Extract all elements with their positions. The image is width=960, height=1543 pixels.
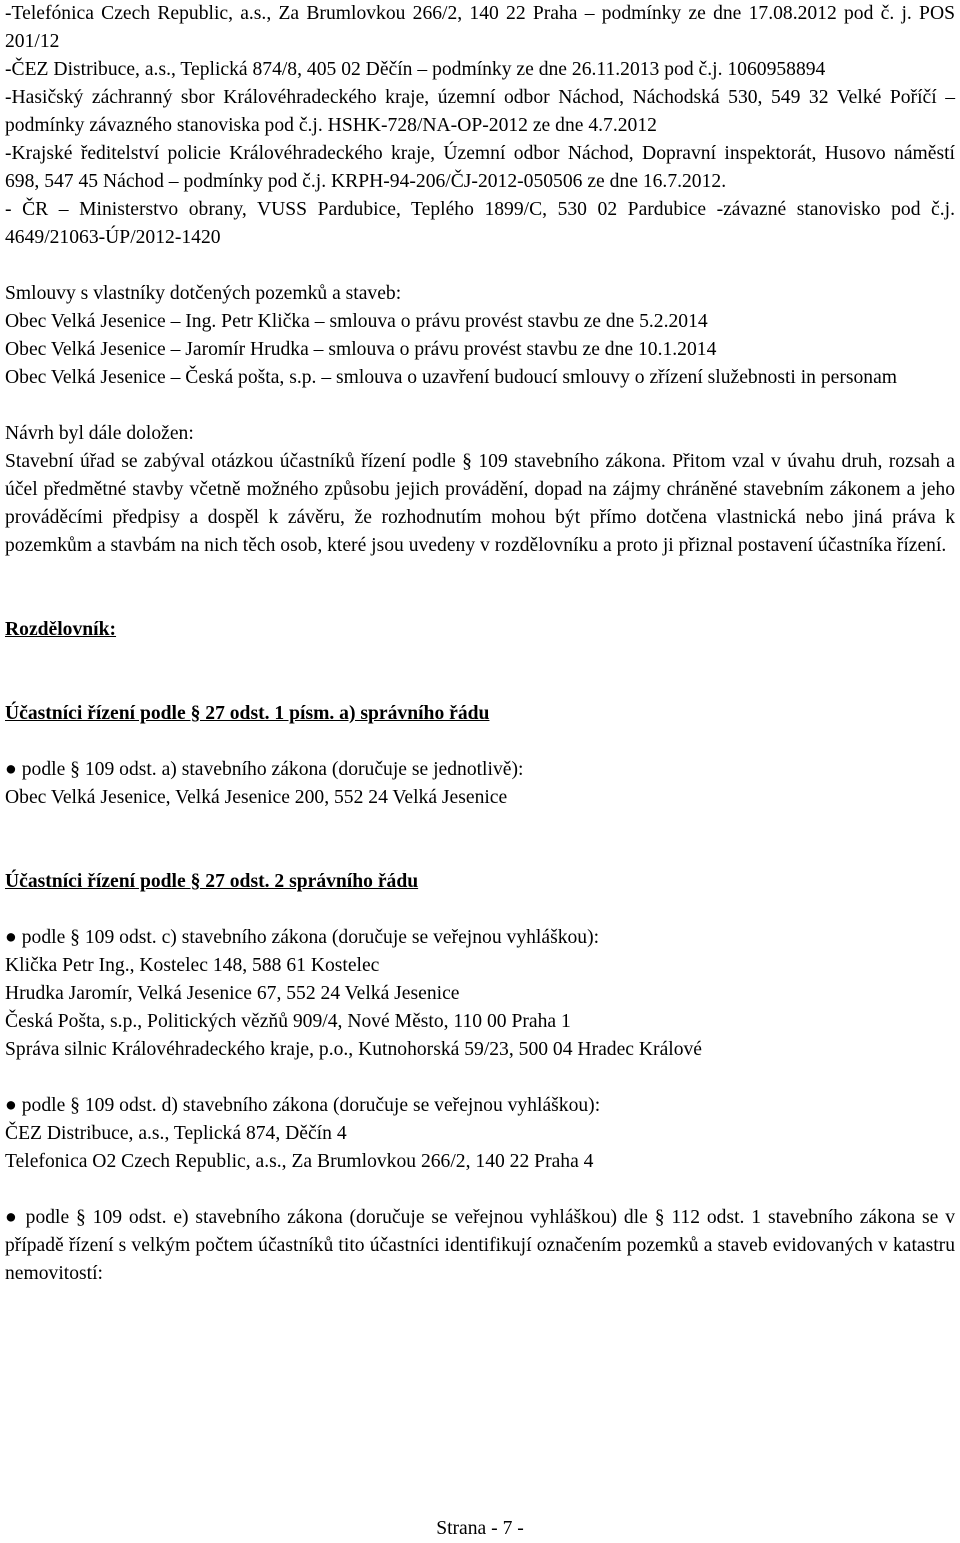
proposal-text: Stavební úřad se zabýval otázkou účastníků řízení podle § 109 stavebního zákona. Přitom vzal v úvahu druh, rozsah a účel předmětné stavby včetně možného způsobu jejich provádění, dopad na zájmy chráněné stavebním zákonem a jeho prováděcími předpisy a dospěl k závěru, že rozhodnutím mohou být přímo dotčena vlastnická nebo jiná práva k pozemkům a stavbám na nich těch osob, které jsou uvedeny v rozdělovníku a proto ji přiznal postavení účastníka řízení. xyxy=(5,451,955,556)
contract-line: Obec Velká Jesenice – Jaromír Hrudka – smlouva o právu provést stavbu ze dne 10.1.2014 xyxy=(5,339,717,360)
section1-bullet: ● podle § 109 odst. a) stavebního zákona (doručuje se jednotlivě): xyxy=(5,759,524,780)
recipient-line: ČEZ Distribuce, a.s., Teplická 874, Děčín 4 xyxy=(5,1123,347,1144)
recipient-line: Správa silnic Královéhradeckého kraje, p.o., Kutnohorská 59/23, 500 04 Hradec Králové xyxy=(5,1039,702,1060)
group-c-bullet: ● podle § 109 odst. c) stavebního zákona (doručuje se veřejnou vyhláškou): xyxy=(5,927,600,948)
proposal-heading: Návrh byl dále doložen: xyxy=(5,423,194,444)
distribution-heading xyxy=(5,616,955,644)
recipient-line: Česká Pošta, s.p., Politických vězňů 909/4, Nové Město, 110 00 Praha 1 xyxy=(5,1011,571,1032)
permit-cez: -ČEZ Distribuce, a.s., Teplická 874/8, 405 02 Děčín – podmínky ze dne 26.11.2013 pod č.j. 1060958894 xyxy=(5,59,826,80)
permit-police: -Krajské ředitelství policie Královéhradeckého kraje, Územní odbor Náchod, Dopravní inspektorát, Husovo náměstí 698, 547 45 Náchod – podmínky pod č.j. KRPH-94-206/ČJ-2012-050506 ze dne 16.7.2012. xyxy=(5,143,955,192)
permit-telefonica: -Telefónica Czech Republic, a.s., Za Brumlovkou 266/2, 140 22 Praha – podmínky ze dne 17.08.2012 pod č. j. POS 201/12 xyxy=(5,3,955,52)
section2-title: Účastníci řízení podle § 27 odst. 2 správního řádu xyxy=(5,871,419,892)
group-e-bullet: ● podle § 109 odst. e) stavebního zákona (doručuje se veřejnou vyhláškou) dle § 112 odst. 1 stavebního zákona se v případě řízení s velkým počtem účastníků tito účastníci identifikují označením pozemků a staveb evidovaných v katastru nemovitostí: xyxy=(5,1207,955,1284)
recipient-line: Obec Velká Jesenice, Velká Jesenice 200, 552 24 Velká Jesenice xyxy=(5,787,508,808)
contracts-heading: Smlouvy s vlastníky dotčených pozemků a staveb: xyxy=(5,283,402,304)
recipient-line: Klička Petr Ing., Kostelec 148, 588 61 Kostelec xyxy=(5,955,380,976)
group-d-bullet: ● podle § 109 odst. d) stavebního zákona (doručuje se veřejnou vyhláškou): xyxy=(5,1095,601,1116)
section2-heading xyxy=(5,868,955,896)
recipient-line: Hrudka Jaromír, Velká Jesenice 67, 552 24 Velká Jesenice xyxy=(5,983,460,1004)
permit-army: - ČR – Ministerstvo obrany, VUSS Pardubice, Teplého 1899/C, 530 02 Pardubice -závazné stanovisko pod č.j. 4649/21063-ÚP/2012-1420 xyxy=(5,199,955,248)
distribution-title: Rozdělovník: xyxy=(5,619,117,640)
permit-hzs: -Hasičský záchranný sbor Královéhradeckého kraje, územní odbor Náchod, Náchodská 530, 549 32 Velké Poříčí – podmínky závazného stanoviska pod č.j. HSHK-728/NA-OP-2012 ze dne 4.7.2012 xyxy=(5,87,955,136)
section1-title: Účastníci řízení podle § 27 odst. 1 písm. a) správního řádu xyxy=(5,703,490,724)
page-number: Strana - 7 - xyxy=(436,1518,524,1539)
recipient-line: Telefonica O2 Czech Republic, a.s., Za Brumlovkou 266/2, 140 22 Praha 4 xyxy=(5,1151,594,1172)
contract-line: Obec Velká Jesenice – Česká pošta, s.p. – smlouva o uzavření budoucí smlouvy o zřízení služebnosti in personam xyxy=(5,367,898,388)
contract-line: Obec Velká Jesenice – Ing. Petr Klička – smlouva o právu provést stavbu ze dne 5.2.2014 xyxy=(5,311,708,332)
section1-heading xyxy=(5,700,955,728)
document-page xyxy=(5,0,955,1288)
